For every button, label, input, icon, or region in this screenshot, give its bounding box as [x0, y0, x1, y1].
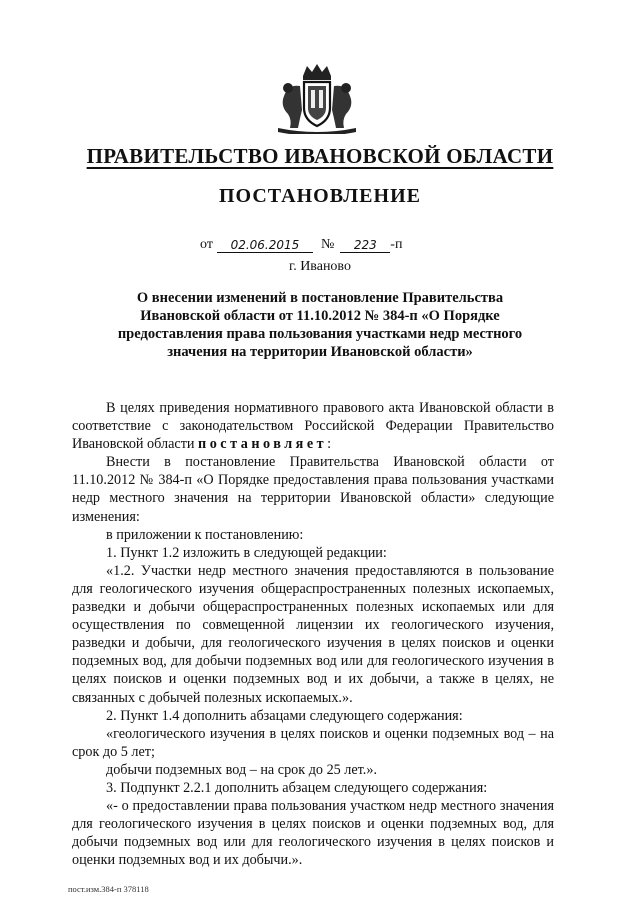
document-type: ПОСТАНОВЛЕНИЕ: [219, 185, 421, 207]
paragraph: 1. Пункт 1.2 изложить в следующей редакции:: [106, 544, 387, 561]
paragraph: «- о предоставлении права пользования участком недр местного значения для геологического изучения в целях поисков и оценки подземных вод, для добычи подземных вод или для геологического изучения в целях поисков и оценки подземных вод и их добычи.».: [72, 798, 554, 869]
date-number-line: [200, 237, 440, 253]
paragraph: «1.2. Участки недр местного значения предоставляются в пользование для геологического изучения общераспространенных полезных ископаемых, разведки и добычи общераспространенных полезных ископаемых или для осуществления по совмещенной лицензии их геологического изучения, разведки и добычи, для геологического изучения в целях поисков и оценки подземных вод, для добычи подземных вод или для геологического изучения в целях поисков и оценки подземных вод и их добычи, а также в целях, не связанных с добычей полезных ископаемых.».: [72, 562, 554, 706]
paragraph: «геологического изучения в целях поисков и оценки подземных вод – на срок до 5 лет;: [72, 725, 554, 760]
paragraph: 2. Пункт 1.4 дополнить абзацами следующего содержания:: [106, 707, 463, 724]
paragraph-preamble: В целях приведения нормативного правового акта Ивановской области в соответствие с законодательством Российской Федерации Правительство Ивановской области постановляет:: [72, 400, 554, 453]
ivanovo-coat-of-arms-icon: [270, 62, 364, 134]
footer-reference: пост.изм.384-п 378118: [68, 884, 149, 894]
paragraph: добычи подземных вод – на срок до 25 лет.».: [106, 761, 377, 778]
resolves-word: постановляет: [198, 436, 328, 453]
document-body: [72, 399, 554, 869]
document-number: 223: [340, 238, 390, 253]
government-title: ПРАВИТЕЛЬСТВО ИВАНОВСКОЙ ОБЛАСТИ: [86, 144, 554, 168]
document-date: 02.06.2015: [217, 238, 313, 253]
number-suffix: -п: [390, 237, 403, 252]
paragraph: в приложении к постановлению:: [106, 526, 304, 543]
number-label: №: [320, 237, 335, 252]
paragraph: Внести в постановление Правительства Ивановской области от 11.10.2012 № 384-п «О Порядке предоставления права пользования участками недр местного значения на территории Ивановской области» следующие изменения:: [72, 454, 554, 525]
paragraph: 3. Подпункт 2.2.1 дополнить абзацем следующего содержания:: [106, 779, 488, 796]
from-label: от: [200, 237, 213, 252]
city: г. Иваново: [289, 259, 351, 274]
document-subject: О внесении изменений в постановление Правительства Ивановской области от 11.10.2012 № 384-п «О Порядке предоставления права пользования участками недр местного значения на территории Ивановской области»: [117, 290, 523, 360]
